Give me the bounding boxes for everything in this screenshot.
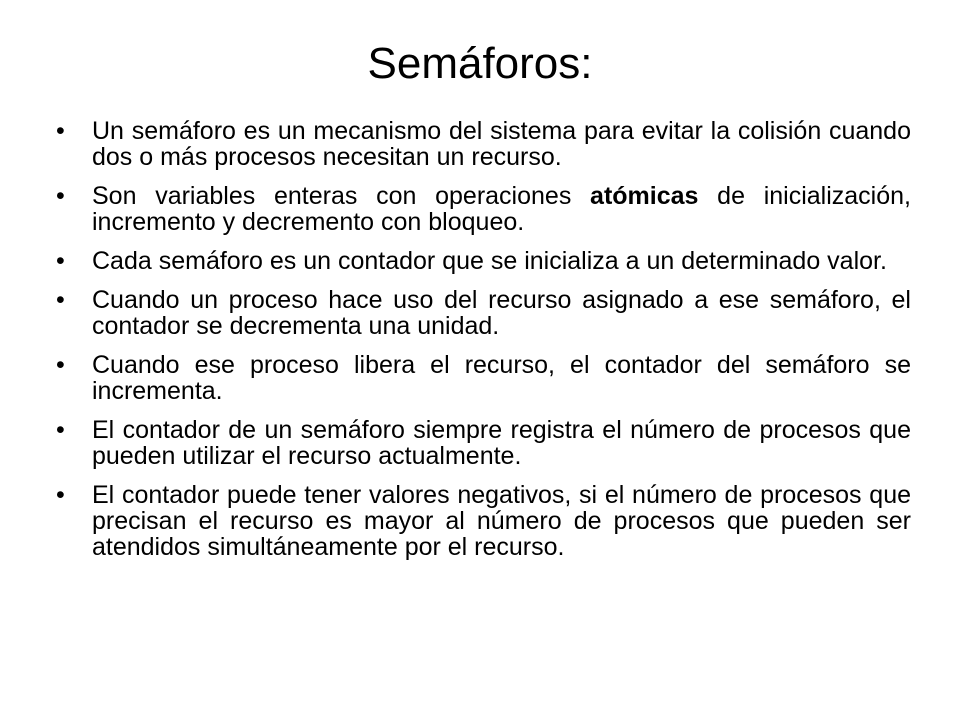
- bullet-icon: •: [56, 416, 65, 444]
- bullet-text-before: Son variables enteras con operaciones: [92, 182, 591, 210]
- bullet-icon: •: [56, 182, 65, 210]
- bullet-item: [56, 417, 911, 469]
- bullet-text: El contador puede tener valores negativos, si el número de procesos que precisan el recurso es mayor al número de procesos que pueden ser atendidos simultáneamente por el recurso.: [92, 481, 911, 561]
- bullet-list: [56, 118, 911, 573]
- bullet-text: Cuando ese proceso libera el recurso, el contador del semáforo se incrementa.: [92, 351, 911, 405]
- bullet-icon: •: [56, 286, 65, 314]
- bullet-item: [56, 482, 911, 560]
- bullet-text: Un semáforo es un mecanismo del sistema para evitar la colisión cuando dos o más procesos necesitan un recurso.: [92, 117, 911, 171]
- bullet-emphasis: atómicas: [590, 182, 699, 210]
- bullet-icon: •: [56, 117, 65, 145]
- bullet-item: [56, 287, 911, 339]
- bullet-icon: •: [56, 481, 65, 509]
- bullet-icon: •: [56, 351, 65, 379]
- bullet-item: [56, 248, 911, 274]
- bullet-item: [56, 183, 911, 235]
- bullet-item: [56, 118, 911, 170]
- bullet-text: Cada semáforo es un contador que se inicializa a un determinado valor.: [92, 247, 887, 275]
- bullet-item: [56, 352, 911, 404]
- bullet-text: Cuando un proceso hace uso del recurso asignado a ese semáforo, el contador se decrementa una unidad.: [92, 286, 911, 340]
- bullet-text-after: de inicialización, incremento y decremento con bloqueo.: [92, 182, 911, 236]
- bullet-text: El contador de un semáforo siempre registra el número de procesos que pueden utilizar el recurso actualmente.: [92, 416, 911, 470]
- slide-title: Semáforos:: [367, 39, 593, 88]
- bullet-icon: •: [56, 247, 65, 275]
